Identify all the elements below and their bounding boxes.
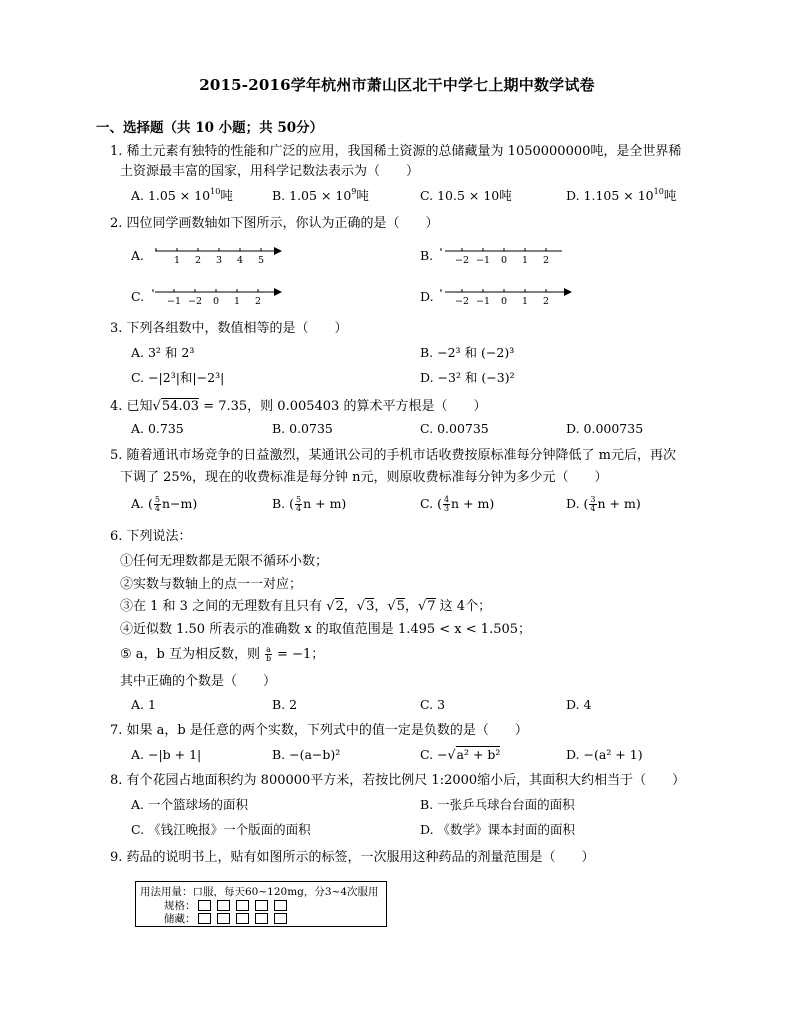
- q2-label-a: A.: [131, 248, 145, 263]
- q4-option-b: B. 0.0735: [272, 421, 333, 436]
- q2-stem: 2. 四位同学画数轴如下图所示，你认为正确的是（ ）: [110, 216, 439, 231]
- q6-statement-5: ⑤ a，b 互为相反数，则 $\frac{a}{b}$ = −1；: [120, 645, 325, 663]
- q2-number-line-d: [440, 284, 575, 308]
- q6-statement-4: ④近似数 1.50 所表示的准确数 x 的取值范围是 1.495 < x < 1.505；: [120, 622, 532, 637]
- tick-label: 2: [194, 255, 202, 266]
- q1-option-b: B. $1.05 \times 10^9$吨: [272, 187, 369, 203]
- q3-option-a: A. 3² 和 2³: [131, 345, 195, 360]
- q4-option-c: C. 0.00735: [420, 421, 489, 436]
- q3-stem: 3. 下列各组数中，数值相等的是（ ）: [110, 321, 348, 336]
- tick-label: 1: [521, 296, 529, 307]
- q2-label-b: B.: [420, 248, 434, 263]
- q1-stem-line2: 土资源最丰富的国家，用科学记数法表示为（ ）: [120, 164, 420, 179]
- label-storage: 储藏：: [164, 913, 196, 925]
- q5-option-d: D. ( $\frac{3}{4}$ n + m): [566, 495, 641, 513]
- q6-statement-2: ②实数与数轴上的点一一对应；: [120, 577, 303, 592]
- q8-stem: 8. 有个花园占地面积约为 800000平方米，若按比例尺 1:2000缩小后，其面积大约相当于（ ）: [110, 773, 686, 788]
- q5-option-b: B. ( $\frac{5}{4}$ n + m): [272, 495, 347, 513]
- storage-boxes: [198, 913, 287, 927]
- tick-label: 1: [233, 296, 241, 307]
- q8-option-d: D. 《数学》课本封面的面积: [420, 822, 576, 837]
- tick-label: −2: [454, 255, 470, 266]
- q2-number-line-a: [150, 243, 285, 267]
- q6-ask: 其中正确的个数是（ ）: [120, 674, 277, 689]
- q7-option-a: A. −|b + 1|: [131, 747, 202, 762]
- q3-option-d: D. −3² 和 (−3)²: [420, 370, 515, 385]
- tick-label: 0: [500, 255, 508, 266]
- tick-label: 2: [254, 296, 262, 307]
- q5-option-c: C. ( $\frac{4}{3}$ n + m): [420, 495, 495, 513]
- q1-option-d: D. $1.105 \times 10^{10}$吨: [566, 187, 677, 203]
- tick-label: 4: [236, 255, 244, 266]
- q9-stem: 9. 药品的说明书上，贴有如图所示的标签，一次服用这种药品的剂量范围是（ ）: [110, 850, 595, 865]
- q6-statement-1: ①任何无理数都是无限不循环小数；: [120, 554, 329, 569]
- q2-label-c: C.: [131, 289, 145, 304]
- q7-option-d: D. −(a² + 1): [566, 747, 643, 762]
- q7-option-c: C. −√a² + b²: [420, 747, 501, 762]
- page-title: 2015-2016学年杭州市萧山区北干中学七上期中数学试卷: [199, 76, 595, 94]
- q2-number-line-c: [150, 284, 285, 308]
- q6-option-a: A. 1: [131, 697, 156, 712]
- tick-label: 1: [173, 255, 181, 266]
- q2-label-d: D.: [420, 289, 434, 304]
- label-dosage: 用法用量：口服，每天60~120mg，分3~4次服用: [140, 886, 379, 898]
- q6-option-b: B. 2: [272, 697, 298, 712]
- q7-option-b: B. −(a−b)²: [272, 747, 341, 762]
- q2-number-line-b: [440, 243, 570, 267]
- q4-stem: 4. 已知√54.03 = 7.35，则 0.005403 的算术平方根是（ ）: [110, 399, 487, 414]
- q5-stem-line2: 下调了 25%，现在的收费标准是每分钟 n元，则原收费标准每分钟为多少元（ ）: [120, 470, 608, 485]
- q8-option-c: C. 《钱江晚报》一个版面的面积: [131, 822, 311, 837]
- medicine-label: [135, 881, 387, 927]
- q6-statement-3: ③在 1 和 3 之间的无理数有且只有 √2，√3，√5，√7 这 4个；: [120, 599, 492, 614]
- q3-option-b: B. −2³ 和 (−2)³: [420, 345, 515, 360]
- q6-option-c: C. 3: [420, 697, 446, 712]
- q4-option-d: D. 0.000735: [566, 421, 644, 436]
- tick-label: −1: [475, 296, 491, 307]
- tick-label: 0: [500, 296, 508, 307]
- tick-label: 2: [542, 255, 550, 266]
- tick-label: 0: [212, 296, 220, 307]
- q1-option-c: C. 10.5 × 10吨: [420, 188, 512, 203]
- q8-option-a: A. 一个篮球场的面积: [131, 797, 248, 812]
- q3-option-c: C. −|2³|和|−2³|: [131, 370, 225, 385]
- q7-stem: 7. 如果 a，b 是任意的两个实数，下列式中的值一定是负数的是（ ）: [110, 723, 528, 738]
- section-heading: 一、选择题（共 10 小题；共 50分）: [96, 120, 324, 136]
- tick-label: −1: [475, 255, 491, 266]
- q5-option-a: A. ( $\frac{5}{4}$ n−m): [131, 495, 198, 513]
- spec-boxes: [198, 900, 287, 914]
- q1-option-a: A. $1.05 \times 10^{10}$吨: [131, 187, 233, 203]
- q5-stem-line1: 5. 随着通讯市场竞争的日益激烈，某通讯公司的手机市话收费按原标准每分钟降低了 m元后，再次: [110, 448, 676, 463]
- q4-option-a: A. 0.735: [131, 421, 184, 436]
- label-spec: 规格：: [164, 900, 196, 912]
- tick-label: −2: [187, 296, 203, 307]
- tick-label: −2: [454, 296, 470, 307]
- q6-option-d: D. 4: [566, 697, 592, 712]
- tick-label: 1: [521, 255, 529, 266]
- q6-stem: 6. 下列说法：: [110, 529, 192, 544]
- tick-label: −1: [166, 296, 182, 307]
- q1-stem-line1: 1. 稀土元素有独特的性能和广泛的应用，我国稀土资源的总储藏量为 1050000000吨，是全世界稀: [110, 144, 682, 159]
- q8-option-b: B. 一张乒乓球台台面的面积: [420, 797, 575, 812]
- tick-label: 3: [215, 255, 223, 266]
- tick-label: 2: [542, 296, 550, 307]
- tick-label: 5: [257, 255, 265, 266]
